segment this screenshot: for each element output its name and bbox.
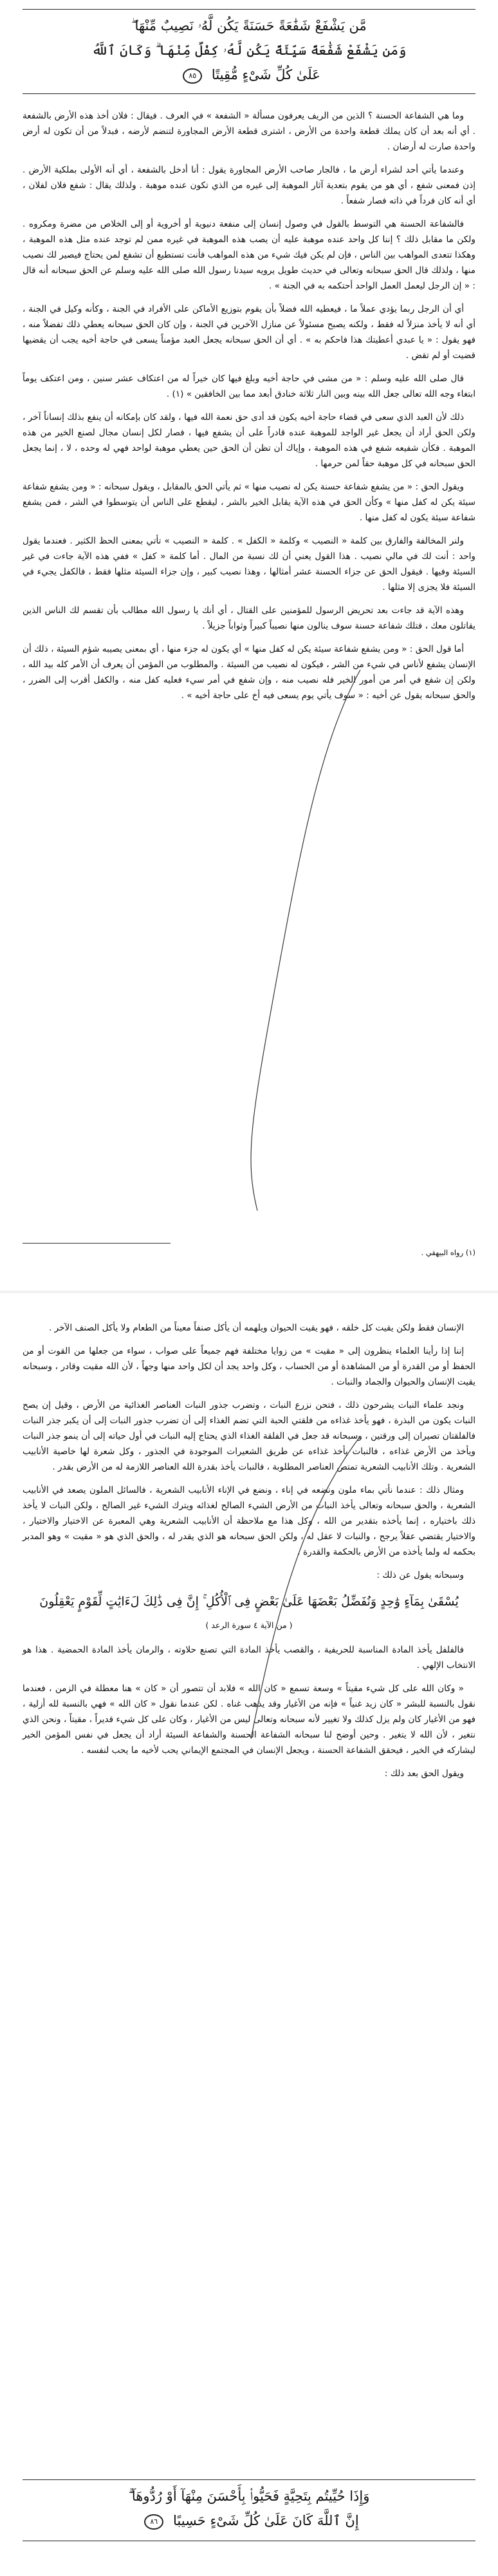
paragraph: الإنسان فقط ولكن يقيت كل خلقه ، فهو يقيت الحيوان ويلهمه أن يأكل صنفاً معيناً من الطعام ولا يأكل الصنف الآخر . (49, 1323, 464, 1333)
paragraph: أما قول الحق : « ومن يشفع شفاعة سيئة يكن له كفل منها » أي يكون له جزء منها ، أي بمعنى يصيبه شؤم السيئة ، ذلك أن الإنسان يشفع لأناس في شيء من الشر ، فيكون له نصيب من السيئة . والمطلوب من المؤمن أن يعرف أن الأمر كله بيد الله ، ولكن إن شفع في أمر من أمور الخير فله نصيب منه ، وإن شفع في أمر سيء فعليه كفل منه ، والكفل أقرب إلى الضرر ، والحق سبحانه يقول عن أخيه : « سوف يأتي يوم يسعى فيه أخ على حاجة أخيه » . (23, 644, 475, 701)
verse-line: وَمَن يَشْفَعْ شَفَٰعَةً سَيِّئَةً يَكُن لَّهُۥ كِفْلٌ مِّنْهَا ۗ وَكَانَ ٱللَّهُ (91, 43, 407, 58)
verse-text: عَلَىٰ كُلِّ شَىْءٍ مُّقِيتًا (211, 67, 320, 82)
verse-text: إِنَّ ٱللَّهَ كَانَ عَلَىٰ كُلِّ شَىْءٍ حَسِيبًا (172, 2513, 359, 2528)
quran-verse-inline: يُسْقَىٰ بِمَآءٍ وَٰحِدٍ وَنُفَضِّلُ بَعْضَهَا عَلَىٰ بَعْضٍ فِى ٱلْأُكُلِ ۚ إِنَّ فِى ذَٰلِكَ لَءَايَٰتٍ لِّقَوْمٍ يَعْقِلُونَ (39, 1595, 459, 1609)
paragraph: ويقول الحق : « من يشفع شفاعة حسنة يكن له نصيب منها » ثم يأتي الحق بالمقابل ، ويقول سبحانه : « ومن يشفع شفاعة سيئة يكن له كفل منها » وكأن الحق في هذه الآية يقابل الخير بالشر ، ليقطع على الناس أن يتوسطوا في الشر ، فمن يشفع شفاعة سيئة يكون له كفل منها . (23, 482, 475, 523)
verse-line (35, 2508, 463, 2533)
verse-banner-top (23, 9, 475, 94)
page-divider (0, 1291, 498, 1293)
paragraph: ومثال ذلك : عندما نأتي بماء ملون ونضعه في إناء ، ونضع في الإناء الأنابيب الشعرية ، فالسائل الملون يصعد في الأنابيب الشعرية ، والحق سبحانه وتعالى يأخذ النبات من الأرض الشيء الصالح لغذائه ويترك الشيء غير الصالح ، ولكن النبات لا يأخذ ذلك باختياره ، إنما يأخذه بتقدير من الله ، وكل هذا مع ملاحظة أن الأنابيب الشعرية وهي المعبرة عن الاختيار والاختيار ، والاختيار يقتضي عقلاً يرجح ، والنبات لا عقل له ، ولكن الحق سبحانه هو الذي يقدر له ، والحق الذي هو « مقيت » وهو المدبر بحكمه له ولما يأخذه من الأرض بالحكمة والقدرة . (23, 1485, 475, 1557)
paragraph: ويقول الحق بعد ذلك : (384, 1768, 464, 1779)
hadith-paragraph: قال صلى الله عليه وسلم : « من مشى في حاجة أخيه وبلغ فيها كان خيراً له من اعتكاف عشر سنين ، ومن اعتكف يوماً ابتغاء وجه الله تعالى جعل الله بينه وبين النار ثلاثة خنادق أبعد مما بين الخافقين » (١) . (23, 374, 475, 399)
verse-line: مَّن يَشْفَعْ شَفَٰعَةً حَسَنَةً يَكُن لَّهُۥ نَصِيبٌ مِّنْهَا ۖ (131, 18, 367, 33)
verse-line (35, 62, 463, 87)
pen-stroke (251, 670, 360, 1211)
paragraph: وعندما يأتي أحد لشراء أرض ما ، فالجار صاحب الأرض المجاورة يقول : أنا أدخل بالشفعة ، أي أنه الأولى بملكية الأرض . إذن فمعنى شفع ، أي هو من يقوم بتعدية آثار الموهبة إلى غيره من الذي تكون عنده موهبة . ولذلك يقال : شفع فلان لفلان ، أي أنه كان فرداً في ذاته فصار شفعاً . (23, 165, 475, 206)
paragraph: « وكان الله على كل شيء مقيتاً » وسعة تسمع « كان الله » فلابد أن تتصور أن « كان » هنا معطلة في الزمن ، فعندما نقول بالنسبة للبشر « كان زيد غنياً » فإنه من الأغيار وقد يذهب غناه . لكن عندما نقول « كان الله » فهي بالنسبة لله أزلية ، فهو من الأغيار كان ولم يزل كذلك ولا تغيير لأنه سبحانه وتعالى ليس من الأغيار ، وكان على كل شيء قديراً ، مقيتاً ، ونحن الذي نتغير ، لأن الله لا يتغير . وحين أوضح لنا سبحانه الشفاعة الحسنة والشفاعة السيئة أراد أن يجعل في نفس المؤمن الخير ليشاركه في الخير ، فيحقق الشفاعة الحسنة ، ويجعل الإنسان في المجتمع الإيماني يحب لأخيه ما يحب لنفسه . (23, 1683, 475, 1756)
paragraph: ونجد علماء النبات يشرحون ذلك ، فتحن نزرع النبات ، وتضرب جذور النبات العناصر الغذائية من الأرض ، وقيل إن يصح النبات يكون من البذرة ، فهو يأخذ غذاءه من فلقتي الحبة التي تضم الغذاء إلى أن تضرب جذور النبات إلى أن يكبر جذر النبات فالفلقتان تصيران إلى ورقتين ، وسبحانه قد جعل في الفلقة الغذاء الذي يحتاج إليه النبات في أول حياته إلى أن ينمو جذر النبات ويأخذ من الأرض غذاءه ، فالنبات يأخذ غذاءه عن طريق الشعيرات الموجودة في الجذور ، وكل شعرة لها خاصية الأنابيب الشعرية . وتلك الأنابيب الشعرية تمتص العناصر المطلوبة ، فالنبات يأخذ بقدرة الله العناصر اللازمة له من الأرض بقدر . (23, 1400, 475, 1472)
paragraph: ولنر المخالفة والفارق بين كلمة « النصيب » وكلمة « الكفل » . كلمة « النصيب » تأتي بمعنى الحظ الكثير . فعندما يقول واحد : أنت لك في مالي نصيب . هذا القول يعني أن لك نسبة من المال . أما كلمة « كفل » ففي هذه الآية جاءت في غير السيئة وفيها . فيقول الحق عن جزاء الحسنة عشر أمثالها ، وهذا نصيب كبير ، وإن جزاء السيئة مثلها فقط ، فالكفل يجيء في السيئة فلا يجزى إلا مثلها . (23, 536, 475, 592)
footnote: (١) رواه البيهقي . (421, 1248, 475, 1257)
paragraph: إننا إذا رأينا العلماء ينظرون إلى « مقيت » من زوايا مختلفة فهم جميعاً على صواب ، سواء من جعلها من القوت أو من الحفظ أو من القدرة أو من المشاهدة أو من الحساب ، وكل واحد يجد أن لكل واحد منها وجهاً ، لأن الله مقيت وقادر ، وسبحانه يقيت الإنسان والحيوان والجماد والنبات . (23, 1346, 475, 1387)
footnote-rule (23, 1243, 171, 1244)
paragraph: وما هي الشفاعة الحسنة ؟ الذين من الريف يعرفون مسألة « الشفعة » في العرف . فيقال : فلان أخذ هذه الأرض بالشفعة . أي أنه بعد أن كان يملك قطعة واحدة من الأرض ، اشترى قطعة الأرض المجاورة لتنضم لأرضه ، فبدلاً من أن تكون له أرض واحدة صارت له أرضان . (23, 111, 475, 152)
page1-body (23, 108, 475, 711)
verse-number-ornament: ٨٥ (183, 68, 202, 84)
verse-reference: ( من الآية ٤ سورة الرعد ) (205, 1620, 293, 1630)
verse-banner-bottom (23, 2479, 475, 2541)
verse-line: وَإِذَا حُيِّيتُم بِتَحِيَّةٍ فَحَيُّوا۟ بِأَحْسَنَ مِنْهَآ أَوْ رُدُّوهَآ ۗ (128, 2488, 370, 2504)
page2-body (23, 1320, 475, 1789)
paragraph: فالشفاعة الحسنة هي التوسط بالقول في وصول إنسان إلى منفعة دنيوية أو أخروية أو إلى الخلاص من مضرة ومكروه . ولكن ما مقابل ذلك ؟ إننا كل واحد عنده موهبة عليه أن يصب هذه الموهبة في غيره ممن لم توجد عنده مثل هذه الموهبة ، وهكذا تتعدى المواهب بين الناس ، فإن لم يكن فيك شيء من هذه المواهب فأنت تستطيع أن تشفع لمن يحتاج فيصير لك نصيب منها ، ولذلك قال الحق سبحانه وتعالى في حديث طويل يرويه سيدنا رسول الله صلى الله عليه وسلم عن الحق سبحانه أنه قال : « إن الرجل ليعمل العمل الواحد أحتكمه به في الجنة » . (23, 219, 475, 291)
verse-number-ornament: ٨٦ (144, 2514, 163, 2530)
paragraph: ذلك لأن العبد الذي سعى في قضاء حاجة أخيه يكون قد أدى حق نعمة الله فيها ، ولقد كان بإمكانه أن ينفع بذلك إنساناً آخر ، ولكن الحق أراد أن يجعل غير الواجد للموهبة عنده قادراً على أن يشفع فيها ، فصار لكل إنسان مجال لصنع الخير من هذه الموهبة . فكأن شفيعه شفع في هذه الموهبة ، وإياك أن تظن أن الحق حين يعطي موهبة لواحد فهي له وحده ، لا ، إنما يجعل الحق سبحانه في كل موهبة حقاً لمن حرمها . (23, 412, 475, 469)
paragraph: وهذه الآية قد جاءت بعد تحريض الرسول للمؤمنين على القتال ، أي أنك يا رسول الله مطالب بأن تقسم لك الناس الذين يقاتلون معك ، فتلك شفاعة حسنة سوف ينالون منها نصيباً كبيراً وثواباً جزيلاً . (23, 605, 475, 631)
paragraph: وسبحانه يقول عن ذلك : (376, 1570, 464, 1580)
paragraph: أي أن الرجل ربما يؤدي عملاً ما ، فيعطيه الله فضلاً بأن يقوم بتوزيع الأماكن على الأفراد في الجنة ، وكأنه وكيل في الجنة ، أي أنه لا يأخذ منزلاً له فقط ، ولكنه يصبح مسئولاً عن منازل الآخرين في الجنة ، وإن كان الحق سبحانه يعطي ذلك تفضلاً منه ، فهو يقول : « يا عبدي أعطيتك هذا فاحكم به » . أي أن الحق سبحانه يجعل العبد مؤمناً يسعى في حاجة أخيه يجب أن يقضيها قضيت أو لم تقض . (23, 304, 475, 361)
paragraph: فالفلفل يأخذ المادة المناسبة للحريفية ، والقصب يأخذ المادة التي تصنع حلاوته ، والرمان يأخذ المادة الحمضية . هذا هو الانتخاب الإلهي . (23, 1645, 475, 1671)
